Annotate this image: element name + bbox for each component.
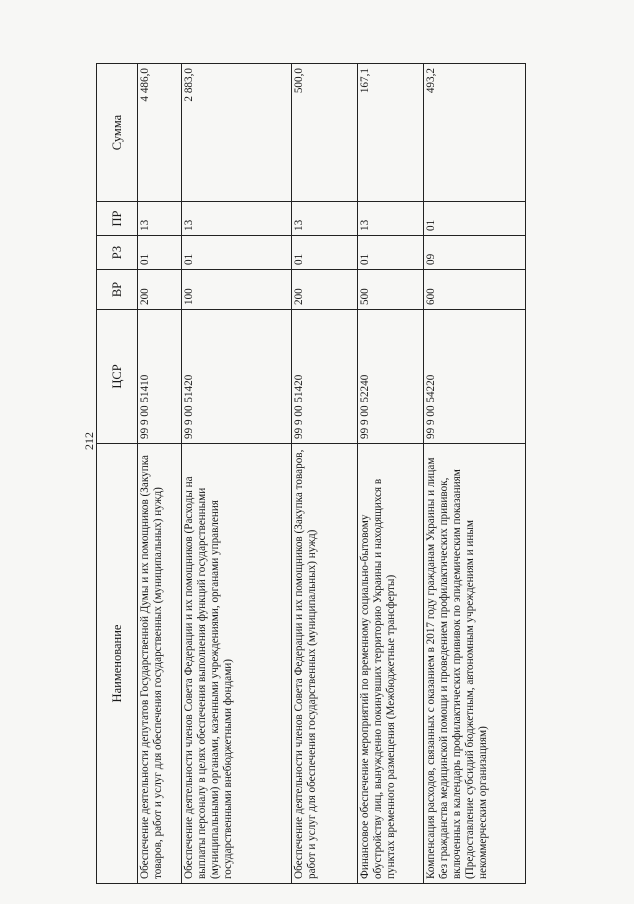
table-row: [358, 64, 424, 884]
header-pr: ПР: [97, 202, 138, 236]
cell-name: Обеспечение деятельности депутатов Государственной Думы и их помощников (Закупка товаров, работ и услуг для обеспечения государственных (муниципальных) нужд): [138, 444, 182, 884]
cell-csr: 99 9 00 51420: [292, 310, 358, 444]
header-rz: РЗ: [97, 236, 138, 270]
cell-name: Обеспечение деятельности членов Совета Федерации и их помощников (Закупка товаров, работ и услуг для обеспечения государственных (муниципальных) нужд): [292, 444, 358, 884]
cell-rz: 01: [292, 236, 358, 270]
header-vr: ВР: [97, 270, 138, 310]
cell-vr: 100: [182, 270, 292, 310]
cell-pr: 13: [358, 202, 424, 236]
cell-sum: 167,1: [358, 64, 424, 202]
cell-pr: 13: [182, 202, 292, 236]
cell-pr: 13: [292, 202, 358, 236]
cell-sum: 4 486,0: [138, 64, 182, 202]
cell-csr: 99 9 00 51420: [182, 310, 292, 444]
budget-table: [96, 63, 526, 884]
table-row: [424, 64, 526, 884]
header-sum: Сумма: [97, 64, 138, 202]
cell-csr: 99 9 00 51410: [138, 310, 182, 444]
cell-rz: 01: [138, 236, 182, 270]
header-name: Наименование: [97, 444, 138, 884]
cell-pr: 13: [138, 202, 182, 236]
table-header-row: [97, 64, 138, 884]
cell-sum: 493,2: [424, 64, 526, 202]
cell-rz: 01: [358, 236, 424, 270]
header-csr: ЦСР: [97, 310, 138, 444]
cell-rz: 01: [182, 236, 292, 270]
table-row: [182, 64, 292, 884]
cell-vr: 600: [424, 270, 526, 310]
cell-name: Компенсация расходов, связанных с оказанием в 2017 году гражданам Украины и лицам без гражданства медицинской помощи и проведением профилактических прививок, включенных в календарь профилактических прививок по эпидемическим показаниям (Предоставление субсидий бюджетным, автономным учреждениям и иным некоммерческим организациям): [424, 444, 526, 884]
cell-csr: 99 9 00 54220: [424, 310, 526, 444]
cell-vr: 200: [292, 270, 358, 310]
cell-rz: 09: [424, 236, 526, 270]
cell-sum: 2 883,0: [182, 64, 292, 202]
cell-name: Обеспечение деятельности членов Совета Федерации и их помощников (Расходы на выплаты персоналу в целях обеспечения выполнения функций государственными (муниципальными) органами, казенными учреждениями, органами управления государственными внебюджетными фондами): [182, 444, 292, 884]
table-row: [292, 64, 358, 884]
page-number: 212: [82, 432, 96, 450]
cell-vr: 500: [358, 270, 424, 310]
cell-sum: 500,0: [292, 64, 358, 202]
cell-csr: 99 9 00 52240: [358, 310, 424, 444]
cell-pr: 01: [424, 202, 526, 236]
table-row: [138, 64, 182, 884]
cell-name: Финансовое обеспечение мероприятий по временному социально-бытовому обустройству лиц, вынужденно покинувших территорию Украины и находящихся в пунктах временного размещения (Межбюджетные трансферты): [358, 444, 424, 884]
cell-vr: 200: [138, 270, 182, 310]
rotated-table-container: [96, 64, 522, 884]
